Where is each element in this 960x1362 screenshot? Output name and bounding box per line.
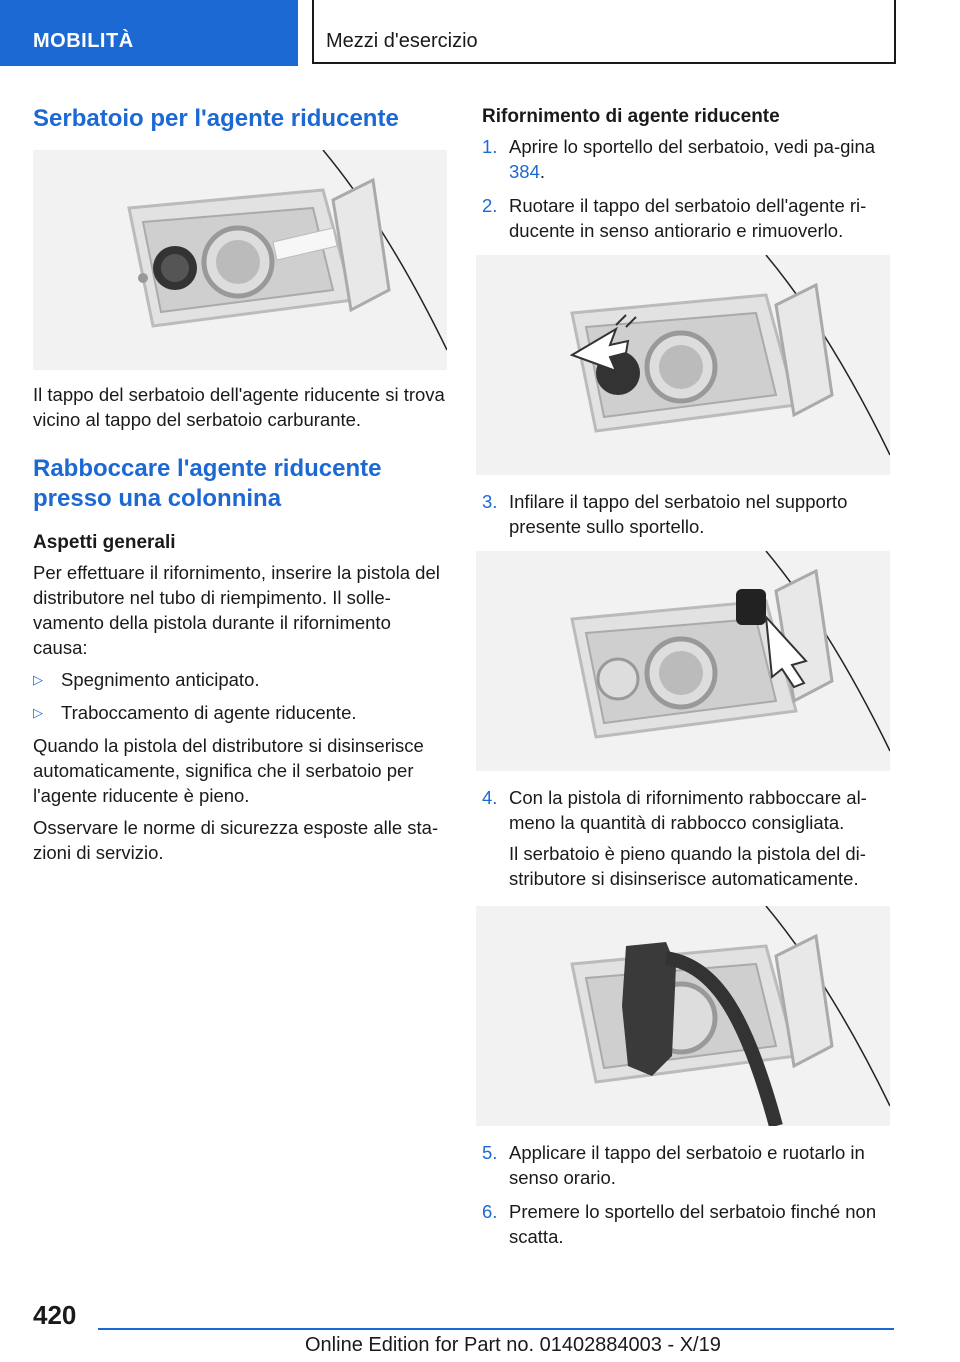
cap-holder-illustration: [476, 551, 890, 771]
step-item: [482, 134, 890, 184]
step-item: [482, 1199, 890, 1249]
figure-nozzle: [476, 906, 890, 1126]
left-column: [33, 96, 447, 872]
step-number: 1.: [482, 136, 498, 157]
bullet-item: [33, 667, 447, 692]
figure-remove-cap: [476, 255, 890, 475]
bullet-text: Traboccamento di agente riducente.: [61, 702, 357, 723]
triangle-bullet-icon: ▷: [33, 672, 43, 687]
paragraph-intro: Per effettuare il rifornimento, inserire la pistola del distributore nel tubo di riempimento. Il solle-vamento della pistola durante il rifornimento causa:: [33, 562, 440, 658]
step-text: Premere lo sportello del serbatoio finché non scatta.: [509, 1201, 877, 1247]
step-item: [482, 193, 890, 243]
step-number: 5.: [482, 1142, 498, 1163]
step-item: [482, 1140, 890, 1190]
step-note: Il serbatoio è pieno quando la pistola del di-stributore si disinserisce automaticamente.: [509, 843, 866, 889]
figure-cap-holder: [476, 551, 890, 771]
figure-caption: Il tappo del serbatoio dell'agente riducente si trova vicino al tappo del serbatoio carburante.: [33, 384, 445, 430]
step-number: 3.: [482, 491, 498, 512]
page-header: [0, 0, 960, 66]
bullet-item: [33, 700, 447, 725]
chapter-tab: Mezzi d'esercizio: [312, 0, 896, 64]
nozzle-illustration: [476, 906, 890, 1126]
section-tab: MOBILITÀ: [0, 0, 298, 66]
subheading-general: Aspetti generali: [33, 532, 176, 553]
step-item: [482, 785, 890, 897]
section-title-refill: Rabboccare l'agente riducente presso una colonnina: [33, 455, 382, 512]
footer-divider: [98, 1328, 894, 1330]
step-text: Con la pistola di rifornimento rabboccare al-meno la quantità di rabbocco consigliata.: [509, 787, 867, 833]
figure-tank-cap: [33, 150, 447, 370]
step-text: Ruotare il tappo del serbatoio dell'agente ri-ducente in senso antiorario e rimuoverlo.: [509, 195, 867, 241]
footer-edition: Online Edition for Part no. 01402884003 - X/19: [305, 1334, 721, 1356]
step-item: [482, 489, 890, 539]
remove-cap-illustration: [476, 255, 890, 475]
step-number: 6.: [482, 1201, 498, 1222]
section-title: Serbatoio per l'agente riducente: [33, 105, 399, 132]
step-number: 4.: [482, 787, 498, 808]
page-number: 420: [33, 1300, 77, 1330]
page-link[interactable]: 384: [509, 161, 540, 182]
right-column: [482, 96, 890, 1258]
tank-cap-illustration: [33, 150, 447, 370]
step-text-end: .: [539, 161, 546, 182]
step-text: Aprire lo sportello del serbatoio, vedi pa-gina: [509, 136, 876, 157]
subheading-refill-steps: Rifornimento di agente riducente: [482, 106, 780, 127]
step-text: Infilare il tappo del serbatoio nel supporto presente sullo sportello.: [509, 491, 848, 537]
bullet-text: Spegnimento anticipato.: [61, 669, 260, 690]
triangle-bullet-icon: ▷: [33, 705, 43, 720]
step-number: 2.: [482, 195, 498, 216]
paragraph-safety: Osservare le norme di sicurezza esposte alle sta-zioni di servizio.: [33, 817, 439, 863]
paragraph-full: Quando la pistola del distributore si disinserisce automaticamente, significa che il serbatoio per l'agente riducente è pieno.: [33, 735, 424, 806]
step-text: Applicare il tappo del serbatoio e ruotarlo in senso orario.: [509, 1142, 865, 1188]
